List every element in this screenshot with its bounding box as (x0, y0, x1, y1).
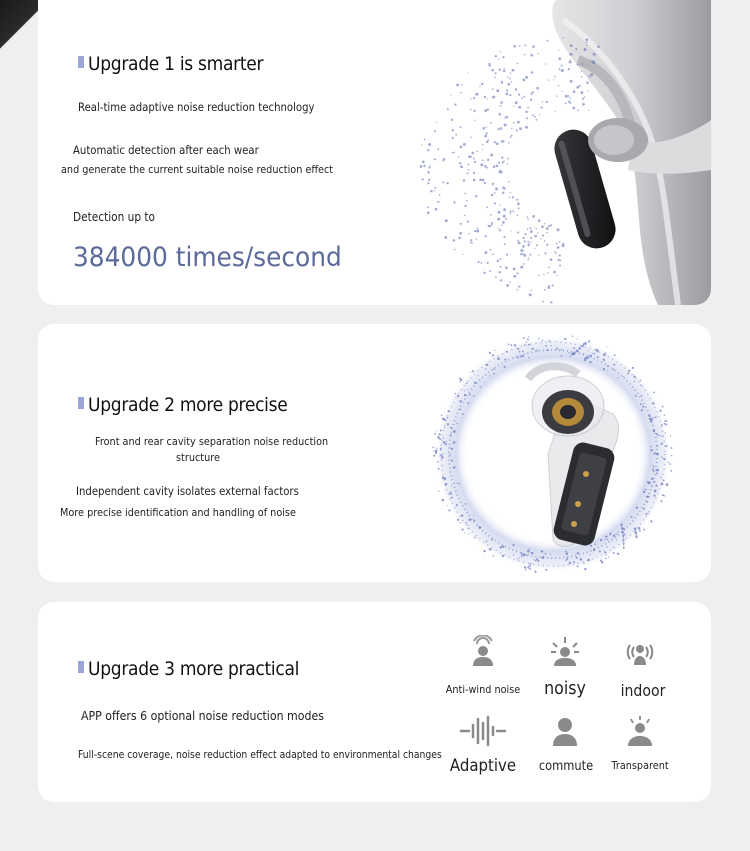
wind-person-icon (468, 635, 498, 667)
section1-desc-line2: and generate the current suitable noise reduction effect (61, 163, 334, 176)
mode-label-anti-wind: Anti-wind noise (445, 683, 521, 696)
noisy-sun-icon (549, 635, 581, 667)
section2-subtitle-line1: Front and rear cavity separation noise reduction (95, 435, 329, 448)
section2-desc-line2: More precise identification and handling of noise (60, 506, 296, 519)
soundwave-icon (459, 715, 507, 747)
section3-heading: Upgrade 3 more practical (78, 658, 299, 680)
person-icon (550, 715, 580, 747)
detection-label: Detection up to (73, 210, 156, 224)
detection-value: 384000 times/second (73, 242, 342, 273)
earbud-in-ear-image (378, 0, 711, 305)
mode-label-noisy: noisy (544, 678, 586, 699)
feature-card-precise (38, 324, 711, 582)
mode-label-transparent: Transparent (611, 759, 669, 772)
section1-heading: Upgrade 1 is smarter (78, 53, 263, 75)
feature-card-smarter (38, 0, 711, 305)
section3-desc: Full-scene coverage, noise reduction effect adapted to environmental changes (78, 749, 442, 761)
mode-label-commute: commute (538, 759, 594, 774)
section1-desc-line1: Automatic detection after each wear (73, 143, 259, 157)
section1-subtitle: Real-time adaptive noise reduction technology (78, 100, 315, 114)
earbud-cutaway-image (428, 334, 678, 574)
section2-heading: Upgrade 2 more precise (78, 394, 287, 416)
transparent-person-icon (624, 715, 656, 747)
mode-label-indoor: indoor (620, 681, 666, 700)
section2-subtitle-line2: structure (176, 451, 220, 464)
section3-subtitle: APP offers 6 optional noise reduction modes (81, 708, 324, 723)
section2-desc-line1: Independent cavity isolates external factors (76, 484, 299, 498)
mode-label-adaptive: Adaptive (449, 756, 517, 776)
indoor-person-icon (624, 635, 656, 667)
feature-card-practical (38, 602, 711, 802)
